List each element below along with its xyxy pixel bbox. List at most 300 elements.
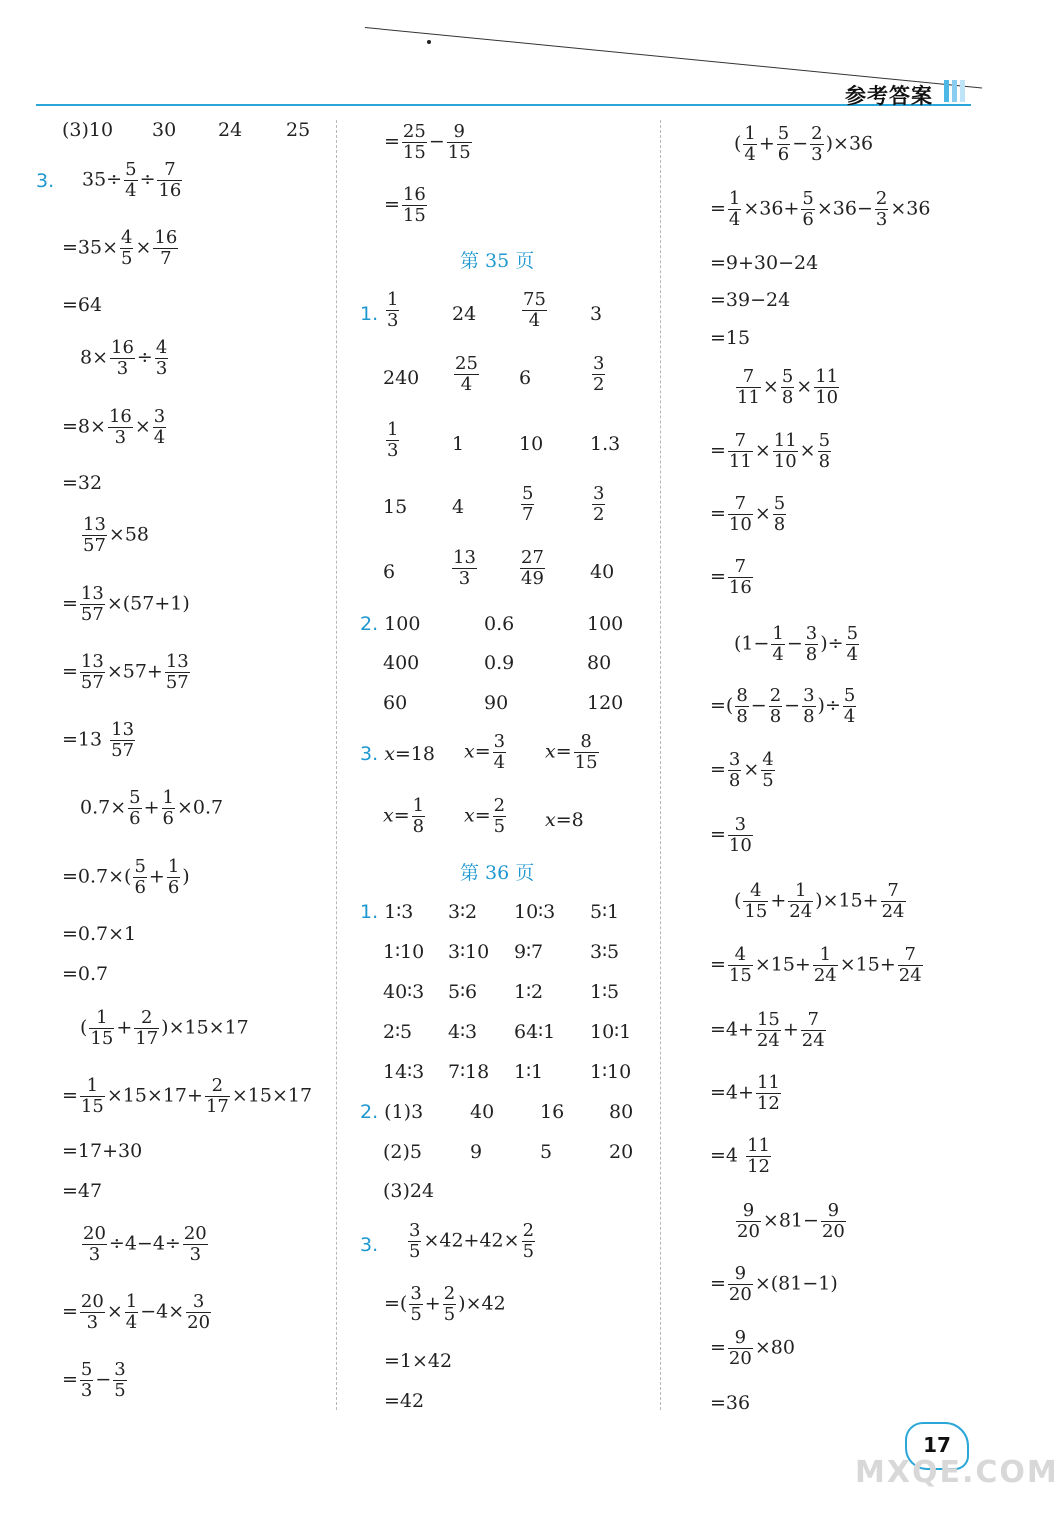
math-line <box>448 1063 489 1082</box>
math-text: 60 <box>383 692 408 714</box>
fraction: $\frac{9}{20}$ <box>821 1200 845 1243</box>
math-text: ×15+ <box>839 953 896 976</box>
math-text: 9 <box>470 1141 483 1163</box>
math-line <box>80 788 223 829</box>
math-text: 1∶10 <box>590 1061 632 1083</box>
fraction: $\frac{7}{24}$ <box>801 1009 825 1052</box>
variable: x <box>464 740 475 763</box>
fraction: $\frac{2}{17}$ <box>205 1075 229 1118</box>
math-text: 3∶10 <box>448 941 490 963</box>
math-text: 0.9 <box>484 652 515 674</box>
math-text: 6 <box>383 561 396 583</box>
fraction: $\frac{7}{11}$ <box>728 430 752 473</box>
watermark: MXQE.COM <box>855 1455 1059 1490</box>
math-text: = <box>710 502 726 525</box>
math-text: (1)3 <box>378 1101 424 1123</box>
math-line <box>484 654 514 673</box>
math-text: (3)10 <box>62 119 114 141</box>
math-text: 1 <box>452 433 465 455</box>
math-line <box>710 1328 795 1369</box>
math-text: =4+ <box>710 1081 754 1104</box>
math-text: =35× <box>62 236 119 259</box>
fraction: $\frac{20}{3}$ <box>183 1223 207 1266</box>
variable: x <box>384 743 395 765</box>
math-text: + <box>424 1292 441 1315</box>
math-line <box>545 811 584 830</box>
math-text: ( <box>734 889 742 912</box>
math-line <box>62 652 192 693</box>
math-text: ×0.7 <box>176 796 224 819</box>
math-text: ×(57+1) <box>106 592 190 615</box>
math-text: −4× <box>140 1300 185 1323</box>
fraction: $\frac{16}{15}$ <box>402 184 426 227</box>
fraction: $\frac{2}{8}$ <box>769 685 782 728</box>
fraction: $\frac{13}{57}$ <box>80 583 104 626</box>
math-text: = <box>710 197 726 220</box>
fraction: $\frac{5}{4}$ <box>125 159 137 202</box>
page-section-title: 第 35 页 <box>460 250 535 272</box>
math-line <box>609 1103 633 1122</box>
math-text: 2∶5 <box>383 1021 413 1043</box>
math-line <box>734 881 908 922</box>
math-text: 8× <box>80 346 109 369</box>
fraction: $\frac{3}{2}$ <box>593 353 605 396</box>
math-line <box>384 1284 506 1325</box>
math-line <box>62 1182 102 1201</box>
math-line <box>360 1103 423 1122</box>
math-line <box>360 305 378 324</box>
math-line <box>545 732 601 773</box>
fraction: $\frac{5}{6}$ <box>802 188 814 231</box>
math-text: × <box>762 375 779 398</box>
math-text: = <box>710 565 726 588</box>
math-text: + <box>782 1018 799 1041</box>
fraction: $\frac{3}{8}$ <box>805 623 818 666</box>
math-text: ÷ <box>136 346 153 369</box>
fraction: $\frac{16}{7}$ <box>154 227 178 270</box>
math-line <box>590 435 620 454</box>
math-line <box>80 1224 210 1265</box>
math-line <box>383 563 395 582</box>
problem-number: 1. <box>360 303 379 325</box>
math-line <box>80 338 170 379</box>
math-line <box>710 686 858 727</box>
math-text: 1∶10 <box>383 941 425 963</box>
math-line <box>590 305 602 324</box>
math-text: = <box>393 804 410 827</box>
math-line <box>734 1201 848 1242</box>
math-line <box>360 903 413 922</box>
header-rule <box>36 104 971 106</box>
math-text: 15 <box>383 496 408 518</box>
math-line <box>590 563 614 582</box>
math-text: =47 <box>62 1180 103 1202</box>
math-text: )×15×17 <box>161 1016 249 1039</box>
math-text: = <box>710 823 726 846</box>
math-text: 40 <box>590 561 615 583</box>
math-line <box>710 431 833 472</box>
math-text: 1∶5 <box>590 981 620 1003</box>
math-text: 9∶7 <box>514 941 544 963</box>
math-line <box>448 1023 477 1042</box>
fraction: $\frac{4}{15}$ <box>728 944 752 987</box>
fraction: $\frac{2}{5}$ <box>522 1220 535 1263</box>
math-text: − <box>786 632 803 655</box>
math-line <box>383 1182 434 1201</box>
math-line <box>218 121 242 140</box>
math-line <box>452 435 464 454</box>
fraction: $\frac{4}{3}$ <box>155 337 168 380</box>
math-line <box>383 1063 424 1082</box>
math-line <box>62 857 190 898</box>
problem-number: 3. <box>360 743 379 765</box>
fraction: $\frac{5}{7}$ <box>522 483 534 526</box>
math-text: ×36− <box>816 197 873 220</box>
math-line <box>152 121 176 140</box>
math-line <box>519 435 543 454</box>
fraction: $\frac{5}{4}$ <box>846 623 859 666</box>
fraction: $\frac{5}{8}$ <box>773 493 786 536</box>
fraction: $\frac{5}{6}$ <box>129 787 141 830</box>
fraction: $\frac{8}{8}$ <box>736 685 748 728</box>
math-line <box>383 1143 422 1162</box>
math-text: ×(81−1) <box>754 1272 838 1295</box>
math-line <box>384 122 474 163</box>
math-text: = <box>62 1368 78 1391</box>
math-text: 90 <box>484 692 509 714</box>
math-text: ) <box>182 865 190 888</box>
math-text: 40∶3 <box>383 981 425 1003</box>
math-line <box>734 624 861 665</box>
column-divider-2 <box>660 120 661 1410</box>
fraction: $\frac{1}{15}$ <box>90 1007 114 1050</box>
math-text: ×80 <box>754 1336 795 1359</box>
math-text: = <box>710 953 726 976</box>
fraction: $\frac{2}{5}$ <box>443 1283 456 1326</box>
math-line <box>484 694 508 713</box>
fraction: $\frac{13}{57}$ <box>83 514 106 557</box>
math-text: ×36+ <box>743 197 800 220</box>
math-line <box>82 160 184 201</box>
math-text: =32 <box>62 472 103 494</box>
math-text: × <box>799 439 816 462</box>
math-line <box>286 121 310 140</box>
math-line <box>384 1392 424 1411</box>
math-text: 120 <box>587 692 624 714</box>
math-line <box>710 329 750 348</box>
fraction: $\frac{9}{20}$ <box>728 1327 752 1370</box>
math-text: 10∶3 <box>514 901 556 923</box>
math-line <box>540 1143 552 1162</box>
math-line <box>460 864 534 883</box>
fraction: $\frac{25}{15}$ <box>402 121 426 164</box>
math-text: 10 <box>519 433 544 455</box>
fraction: $\frac{11}{10}$ <box>815 366 839 409</box>
math-line <box>452 305 476 324</box>
fraction: $\frac{15}{24}$ <box>756 1009 780 1052</box>
math-line <box>383 369 419 388</box>
fraction: $\frac{16}{3}$ <box>111 337 134 380</box>
fraction: $\frac{3}{4}$ <box>493 731 506 774</box>
math-line <box>514 903 555 922</box>
fraction: $\frac{11}{12}$ <box>756 1072 780 1115</box>
fraction: $\frac{11}{12}$ <box>747 1135 770 1178</box>
math-text: − <box>95 1368 112 1391</box>
math-line <box>710 494 788 535</box>
math-line <box>62 121 113 140</box>
math-text: = <box>710 439 726 462</box>
math-line <box>383 943 424 962</box>
math-text: + <box>758 132 775 155</box>
fraction: $\frac{13}{57}$ <box>111 719 135 762</box>
math-text: =1×42 <box>384 1350 453 1372</box>
math-line <box>62 720 137 761</box>
math-text: 14∶3 <box>383 1061 425 1083</box>
math-text: 7∶18 <box>448 1061 490 1083</box>
math-text: + <box>143 796 160 819</box>
math-text: =42 <box>384 1390 425 1412</box>
fraction: $\frac{2}{5}$ <box>493 795 506 838</box>
math-text: (3)24 <box>383 1180 435 1202</box>
math-line <box>452 498 464 517</box>
math-line <box>470 1103 494 1122</box>
math-text: =18 <box>394 743 436 765</box>
fraction: $\frac{1}{6}$ <box>162 787 174 830</box>
math-line <box>710 815 755 856</box>
math-line <box>464 796 508 837</box>
math-line <box>383 1023 412 1042</box>
math-text: 240 <box>383 367 420 389</box>
fraction: $\frac{3}{5}$ <box>409 1220 421 1263</box>
fraction: $\frac{3}{5}$ <box>114 1359 126 1402</box>
math-text: × <box>106 1300 123 1323</box>
math-line <box>514 1023 555 1042</box>
math-text: = <box>710 1272 726 1295</box>
math-line <box>62 584 190 625</box>
math-text: 35÷ <box>82 168 123 191</box>
math-text: = <box>62 660 78 683</box>
math-text: 24 <box>452 303 477 325</box>
math-line <box>514 983 543 1002</box>
math-text: ×36 <box>890 197 931 220</box>
math-text: ( <box>734 132 742 155</box>
fraction: $\frac{75}{4}$ <box>523 289 546 332</box>
fraction: $\frac{1}{3}$ <box>387 289 399 332</box>
fraction: $\frac{16}{3}$ <box>108 406 132 449</box>
math-text: )×15+ <box>815 889 879 912</box>
column-divider-1 <box>336 120 337 1410</box>
math-text: × <box>134 415 151 438</box>
fraction: $\frac{5}{6}$ <box>777 123 790 166</box>
fraction: $\frac{1}{4}$ <box>772 623 784 666</box>
fraction: $\frac{3}{20}$ <box>187 1291 211 1334</box>
problem-number: 3. <box>360 1234 379 1256</box>
fraction: $\frac{1}{24}$ <box>789 880 813 923</box>
fraction: $\frac{27}{49}$ <box>521 547 544 590</box>
math-line <box>590 943 619 962</box>
math-text: = <box>474 804 491 827</box>
math-line <box>62 474 102 493</box>
math-text: ( <box>80 1016 88 1039</box>
fraction: $\frac{20}{3}$ <box>80 1291 104 1334</box>
problem-number: 2. <box>360 1101 379 1123</box>
math-text: 80 <box>587 652 612 674</box>
math-text: 0.7× <box>80 796 127 819</box>
math-text: =4 <box>710 1144 745 1167</box>
fraction: $\frac{7}{16}$ <box>158 159 182 202</box>
math-line <box>484 615 514 634</box>
header-dot <box>427 40 431 44</box>
math-line <box>734 124 873 165</box>
math-text: 1∶1 <box>514 1061 544 1083</box>
fraction: $\frac{7}{16}$ <box>728 556 752 599</box>
fraction: $\frac{3}{10}$ <box>728 814 752 857</box>
fraction: $\frac{2}{3}$ <box>811 123 823 166</box>
math-line <box>520 290 549 331</box>
math-line <box>384 1352 452 1371</box>
math-text: ÷ <box>139 168 156 191</box>
math-line <box>383 983 424 1002</box>
variable: x <box>464 804 475 827</box>
fraction: $\frac{7}{11}$ <box>737 366 760 409</box>
math-text: = <box>555 740 572 763</box>
math-line <box>519 369 531 388</box>
fraction: $\frac{3}{2}$ <box>593 483 605 526</box>
math-text: × <box>754 502 771 525</box>
header-bars-icon <box>944 80 968 106</box>
fraction: $\frac{3}{4}$ <box>153 406 166 449</box>
math-text: =0.7×1 <box>62 923 137 945</box>
fraction: $\frac{9}{15}$ <box>447 121 471 164</box>
math-line <box>80 1008 249 1049</box>
math-text: + <box>770 889 787 912</box>
math-text: =0.7 <box>62 963 109 985</box>
math-text: − <box>792 132 809 155</box>
math-text: 1.3 <box>590 433 621 455</box>
math-text: 4∶3 <box>448 1021 478 1043</box>
math-line <box>384 185 429 226</box>
math-text: =4+ <box>710 1018 754 1041</box>
fraction: $\frac{11}{10}$ <box>773 430 797 473</box>
fraction: $\frac{3}{8}$ <box>728 749 741 792</box>
math-line <box>62 965 108 984</box>
math-text: 5 <box>540 1141 553 1163</box>
math-text: =8× <box>62 415 106 438</box>
fraction: $\frac{5}{8}$ <box>818 430 831 473</box>
math-line <box>590 1063 631 1082</box>
fraction: $\frac{5}{3}$ <box>80 1359 93 1402</box>
math-line <box>62 925 136 944</box>
math-text: × <box>754 439 771 462</box>
fraction: $\frac{7}{24}$ <box>898 944 922 987</box>
math-text: ×42+42× <box>423 1229 520 1252</box>
math-line <box>360 615 420 634</box>
math-text: =9+30−24 <box>710 252 819 274</box>
page-section-title: 第 36 页 <box>460 862 535 884</box>
math-line <box>734 367 841 408</box>
math-text: 5∶1 <box>590 901 620 923</box>
math-line <box>383 498 407 517</box>
math-line <box>383 694 407 713</box>
math-line <box>710 945 925 986</box>
math-text: =( <box>710 694 734 717</box>
math-line <box>710 1264 838 1305</box>
math-text: 400 <box>383 652 420 674</box>
math-text: (2)5 <box>383 1141 423 1163</box>
math-line <box>609 1143 633 1162</box>
fraction: $\frac{3}{5}$ <box>410 1283 422 1326</box>
fraction: $\frac{5}{8}$ <box>781 366 794 409</box>
math-line <box>62 228 180 269</box>
math-text: 4 <box>452 496 465 518</box>
math-line <box>62 407 168 448</box>
math-line <box>587 694 623 713</box>
math-text: + <box>116 1016 133 1039</box>
math-line <box>62 1360 129 1401</box>
math-text: 80 <box>609 1101 634 1123</box>
math-line <box>62 1076 312 1117</box>
math-text: 25 <box>286 119 311 141</box>
math-text: 3∶5 <box>590 941 620 963</box>
math-line <box>710 291 790 310</box>
fraction: $\frac{8}{15}$ <box>574 731 598 774</box>
math-line <box>360 745 435 764</box>
math-text: 16 <box>540 1101 565 1123</box>
math-text: 30 <box>152 119 177 141</box>
math-text: × <box>743 758 760 781</box>
fraction: $\frac{1}{15}$ <box>80 1075 104 1118</box>
math-line <box>540 1103 564 1122</box>
math-text: )÷ <box>820 632 844 655</box>
math-line <box>518 548 547 589</box>
math-line <box>710 557 755 598</box>
math-text: (1− <box>734 632 770 655</box>
fraction: $\frac{1}{3}$ <box>387 419 399 462</box>
math-line <box>383 654 419 673</box>
math-line <box>80 515 149 556</box>
math-text: 24 <box>218 119 243 141</box>
math-text: = <box>474 740 491 763</box>
math-line <box>710 1073 783 1114</box>
math-text: = <box>62 1084 78 1107</box>
math-text: = <box>62 592 78 615</box>
math-text: = <box>384 130 400 153</box>
math-line <box>62 296 102 315</box>
math-text: = <box>710 1336 726 1359</box>
fraction: $\frac{1}{6}$ <box>167 856 180 899</box>
math-text: 10∶1 <box>590 1021 632 1043</box>
math-text: ×15×17 <box>231 1084 313 1107</box>
math-text: × <box>135 236 152 259</box>
math-line <box>464 732 508 773</box>
math-text: 3 <box>590 303 603 325</box>
math-text: 100 <box>378 613 421 635</box>
math-text: − <box>750 694 767 717</box>
math-line <box>448 943 489 962</box>
math-text: 100 <box>587 613 624 635</box>
math-text: ×81− <box>762 1209 819 1232</box>
math-text: − <box>428 130 445 153</box>
fraction: $\frac{9}{20}$ <box>728 1263 752 1306</box>
math-text: =( <box>384 1292 408 1315</box>
math-text: 40 <box>470 1101 495 1123</box>
fraction: $\frac{4}{5}$ <box>762 749 774 792</box>
math-text: ×57+ <box>106 660 163 683</box>
math-text: =36 <box>710 1392 751 1414</box>
math-text: 3∶2 <box>448 901 478 923</box>
math-line <box>384 420 401 461</box>
fraction: $\frac{13}{57}$ <box>80 651 104 694</box>
